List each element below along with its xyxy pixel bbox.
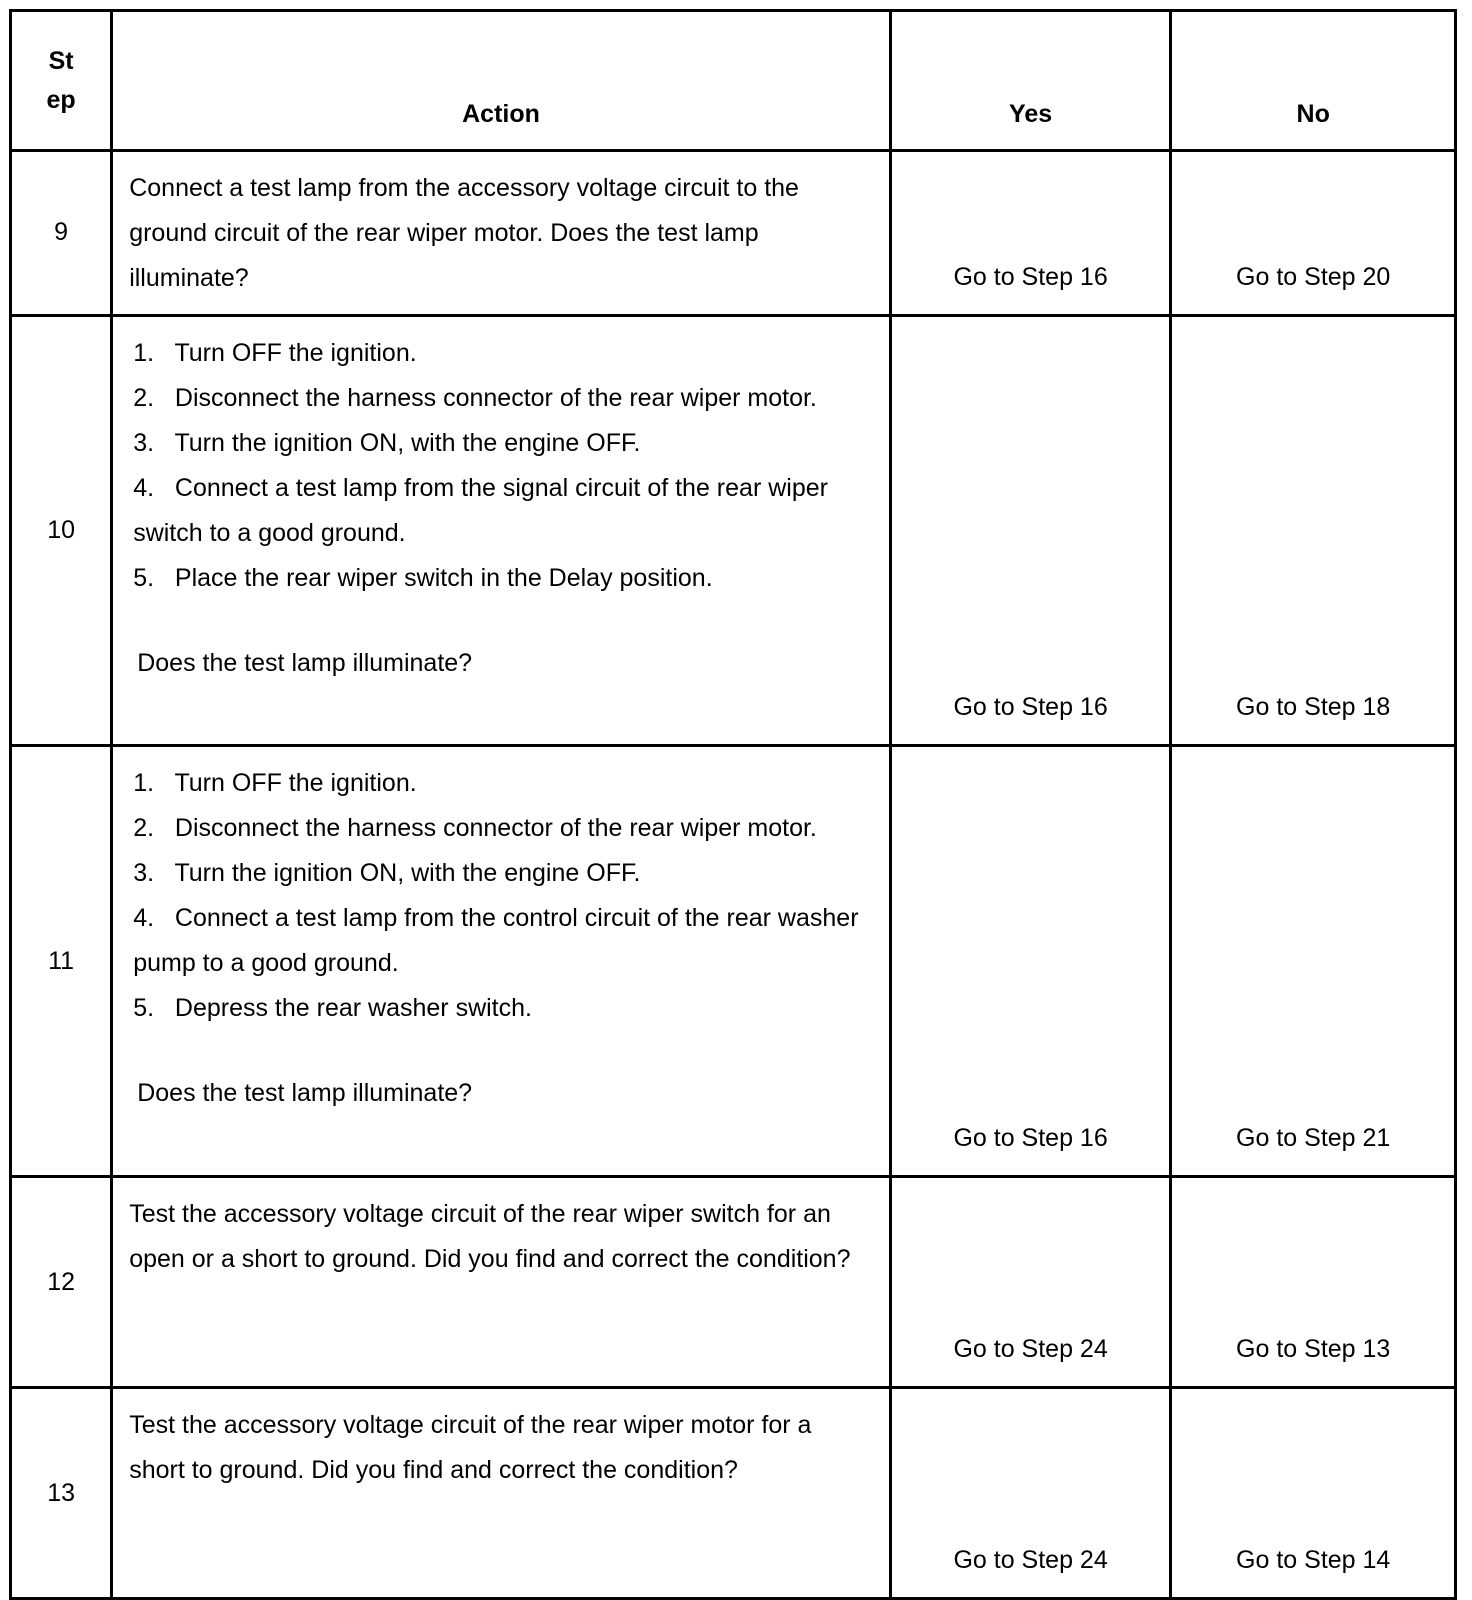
yes-cell	[890, 315, 1171, 746]
yes-cell	[890, 151, 1171, 316]
step-number: 10	[11, 315, 112, 746]
no-cell	[1171, 1177, 1456, 1388]
header-step	[11, 11, 112, 151]
table-row	[11, 1177, 1456, 1388]
no-cell	[1171, 315, 1456, 746]
action-line: 3. Turn the ignition ON, with the engine OFF.	[133, 859, 641, 888]
yes-result: Go to Step 16	[953, 693, 1108, 722]
header-yes: Yes	[890, 11, 1171, 151]
action-line: 4. Connect a test lamp from the signal circuit of the rear wiper switch to a good ground.	[133, 473, 835, 547]
header-step-line2: ep	[46, 85, 76, 114]
action-cell	[112, 1177, 891, 1388]
action-text: Connect a test lamp from the accessory voltage circuit to the ground circuit of the rear wiper motor. Does the test lamp illuminate?	[129, 174, 799, 292]
yes-cell	[890, 1177, 1171, 1388]
step-number: 12	[11, 1177, 112, 1388]
yes-cell	[890, 746, 1171, 1177]
action-text: Test the accessory voltage circuit of the rear wiper motor for a short to ground. Did you find and correct the condition?	[129, 1411, 812, 1485]
no-cell	[1171, 1388, 1456, 1599]
action-question: Does the test lamp illuminate?	[137, 648, 473, 677]
header-row	[11, 11, 1456, 151]
diagnostic-table	[9, 9, 1457, 1600]
yes-cell	[890, 1388, 1171, 1599]
table-row	[11, 151, 1456, 316]
action-line: 2. Disconnect the harness connector of the rear wiper motor.	[133, 814, 817, 843]
step-number: 9	[11, 151, 112, 316]
action-line: 4. Connect a test lamp from the control circuit of the rear washer pump to a good ground.	[133, 904, 866, 978]
step-number: 11	[11, 746, 112, 1177]
action-line: 5. Place the rear wiper switch in the Delay position.	[133, 563, 713, 592]
spacer	[129, 1031, 873, 1071]
action-line: 2. Disconnect the harness connector of the rear wiper motor.	[133, 383, 817, 412]
yes-result: Go to Step 16	[953, 262, 1108, 291]
action-cell	[112, 746, 891, 1177]
table-row	[11, 315, 1456, 746]
action-question: Does the test lamp illuminate?	[137, 1079, 473, 1108]
spacer	[129, 601, 873, 641]
header-no: No	[1171, 11, 1456, 151]
table-row	[11, 1388, 1456, 1599]
action-line: 1. Turn OFF the ignition.	[133, 338, 417, 367]
action-cell	[112, 151, 891, 316]
action-line: 3. Turn the ignition ON, with the engine OFF.	[133, 428, 641, 457]
step-number: 13	[11, 1388, 112, 1599]
action-line: 1. Turn OFF the ignition.	[133, 769, 417, 798]
no-result: Go to Step 13	[1236, 1335, 1391, 1364]
no-result: Go to Step 14	[1236, 1546, 1391, 1574]
yes-result: Go to Step 16	[953, 1124, 1108, 1153]
yes-result: Go to Step 24	[953, 1335, 1108, 1364]
no-result: Go to Step 18	[1236, 693, 1391, 722]
no-cell	[1171, 151, 1456, 316]
no-cell	[1171, 746, 1456, 1177]
header-step-line1: St	[48, 46, 74, 75]
no-result: Go to Step 20	[1236, 262, 1391, 291]
action-cell	[112, 1388, 891, 1599]
header-action: Action	[112, 11, 891, 151]
table-row	[11, 746, 1456, 1177]
action-line: 5. Depress the rear washer switch.	[133, 994, 532, 1023]
action-cell	[112, 315, 891, 746]
action-text: Test the accessory voltage circuit of the rear wiper switch for an open or a short to ground. Did you find and correct the condition?	[129, 1200, 851, 1274]
yes-result: Go to Step 24	[953, 1546, 1108, 1574]
no-result: Go to Step 21	[1236, 1124, 1391, 1153]
